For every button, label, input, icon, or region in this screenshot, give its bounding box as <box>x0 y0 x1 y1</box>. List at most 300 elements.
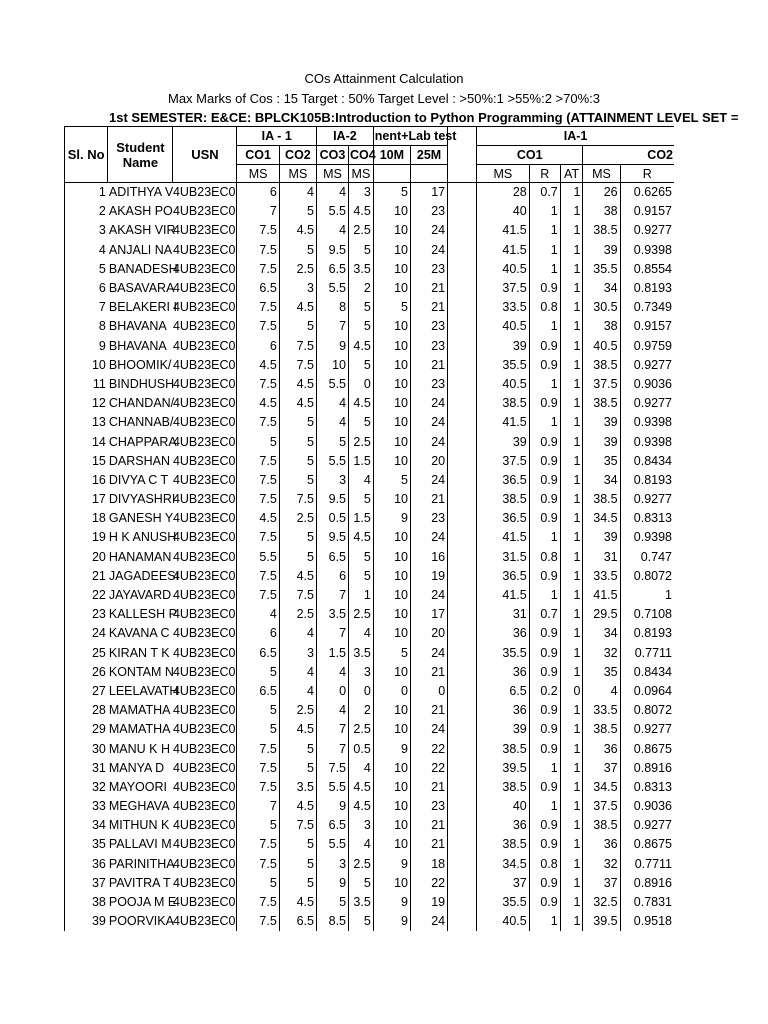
co2-r-cell: 0.8554 <box>633 261 672 276</box>
lab-25m-cell: 21 <box>410 298 447 317</box>
ia1-co1-cell: 6 <box>237 624 279 643</box>
ia2-co4-cell: 4.5 <box>349 394 374 413</box>
header-co2: CO2 <box>279 146 316 165</box>
lab-25m-cell: 22 <box>410 759 447 778</box>
sl-no-cell: 8 <box>65 317 108 336</box>
ia2-co3-cell: 6.5 <box>317 260 349 279</box>
co2-ms-cell: 38.5 <box>583 490 620 509</box>
ia2-co4-cell: 4.5 <box>349 797 374 816</box>
assign-10m-cell: 10 <box>373 375 410 394</box>
ia1-co1-cell: 7.5 <box>237 413 279 432</box>
table-row <box>65 202 675 221</box>
co2-ms-cell: 29.5 <box>583 605 620 624</box>
ia2-co4-cell: 4 <box>349 835 374 854</box>
ia2-co3-cell: 4 <box>317 701 349 720</box>
table-row <box>65 337 675 356</box>
co1-at-cell: 1 <box>560 835 583 854</box>
header-co3: CO3 <box>317 146 349 165</box>
lab-25m-cell: 21 <box>410 279 447 298</box>
co2-ms-cell: 38 <box>583 202 620 221</box>
co1-at-cell: 1 <box>560 317 583 336</box>
ia2-co4-cell: 1.5 <box>349 452 374 471</box>
ia2-co3-cell: 4 <box>317 183 349 203</box>
table-row <box>65 644 675 663</box>
header-ia1: IA - 1 <box>237 127 317 146</box>
student-name-cell: BHAVANA <box>108 319 167 334</box>
ia1-co1-cell: 7 <box>237 202 279 221</box>
co1-ms-cell: 41.5 <box>477 528 530 547</box>
co1-r-cell: 0.9 <box>529 471 560 490</box>
ia1-co1-cell: 7.5 <box>237 759 279 778</box>
co2-ms-cell: 33.5 <box>583 701 620 720</box>
co1-ms-cell: 6.5 <box>477 682 530 701</box>
ia2-co3-cell: 3 <box>317 855 349 874</box>
ia1-co2-cell: 4.5 <box>279 298 316 317</box>
ia2-co4-cell: 3.5 <box>349 893 374 912</box>
co1-r-cell: 0.9 <box>529 644 560 663</box>
sl-no-cell: 18 <box>65 509 108 528</box>
co2-ms-cell: 34 <box>583 624 620 643</box>
assign-10m-cell: 10 <box>373 624 410 643</box>
co1-ms-cell: 40 <box>477 797 530 816</box>
assign-10m-cell: 10 <box>373 701 410 720</box>
table-row <box>65 375 675 394</box>
co2-ms-cell: 33.5 <box>583 567 620 586</box>
ia2-co3-cell: 6 <box>317 567 349 586</box>
co2-r-cell: 0.8193 <box>633 472 672 487</box>
table-row <box>65 490 675 509</box>
co1-r-cell: 0.9 <box>529 567 560 586</box>
ia1-co1-cell: 7.5 <box>237 452 279 471</box>
co2-r-cell: 0.8193 <box>633 626 672 641</box>
co2-r-cell: 0.8916 <box>633 760 672 775</box>
co1-ms-cell: 39 <box>477 337 530 356</box>
lab-25m-cell: 23 <box>410 797 447 816</box>
co2-ms-cell: 39 <box>583 528 620 547</box>
ia2-co4-cell: 5 <box>349 548 374 567</box>
ia2-co4-cell: 5 <box>349 298 374 317</box>
co1-at-cell: 1 <box>560 720 583 739</box>
co2-ms-cell: 38.5 <box>583 720 620 739</box>
co2-ms-cell: 32.5 <box>583 893 620 912</box>
co1-at-cell: 1 <box>560 241 583 260</box>
ia1-co1-cell: 7.5 <box>237 912 279 931</box>
co1-at-cell: 1 <box>560 375 583 394</box>
spacer-cell <box>448 452 477 471</box>
usn-cell: 4UB23EC0 <box>173 605 237 624</box>
co1-ms-cell: 39 <box>477 432 530 451</box>
co2-r-cell: 0.8313 <box>633 779 672 794</box>
sl-no-cell: 34 <box>65 816 108 835</box>
co1-ms-cell: 35.5 <box>477 644 530 663</box>
student-name-cell: HANAMAN <box>108 549 172 564</box>
co1-r-cell: 0.8 <box>529 855 560 874</box>
co1-ms-cell: 35.5 <box>477 893 530 912</box>
ia2-co3-cell: 3.5 <box>317 605 349 624</box>
usn-cell: 4UB23EC0 <box>173 356 237 375</box>
ia2-co4-cell: 2 <box>349 701 374 720</box>
assign-10m-cell: 10 <box>373 586 410 605</box>
student-name-cell: LEELAVATH <box>108 683 179 698</box>
student-name-cell: PAVITRA T <box>108 875 171 890</box>
student-name-cell: MITHUN K <box>108 818 170 833</box>
sl-no-cell: 15 <box>65 452 108 471</box>
lab-25m-cell: 21 <box>410 816 447 835</box>
co1-at-cell: 1 <box>560 471 583 490</box>
co2-ms-cell: 38 <box>583 317 620 336</box>
assign-10m-cell: 10 <box>373 816 410 835</box>
student-name-cell: AKASH PO <box>108 204 173 219</box>
co1-at-cell: 1 <box>560 298 583 317</box>
assign-10m-cell: 9 <box>373 739 410 758</box>
usn-cell: 4UB23EC0 <box>173 452 237 471</box>
lab-25m-cell: 0 <box>410 682 447 701</box>
header-assignment-lab: nent+Lab test <box>373 127 447 146</box>
lab-25m-cell: 24 <box>410 471 447 490</box>
lab-25m-cell: 23 <box>410 260 447 279</box>
usn-cell: 4UB23EC0 <box>173 375 237 394</box>
table-row <box>65 624 675 643</box>
ia1-co2-cell: 3 <box>279 279 316 298</box>
lab-25m-cell: 18 <box>410 855 447 874</box>
assign-10m-cell: 10 <box>373 356 410 375</box>
table-row <box>65 432 675 451</box>
ia1-co1-cell: 7.5 <box>237 567 279 586</box>
co2-ms-cell: 37.5 <box>583 375 620 394</box>
ia2-co3-cell: 7.5 <box>317 759 349 778</box>
ia1-co2-cell: 3.5 <box>279 778 316 797</box>
co2-ms-cell: 38.5 <box>583 356 620 375</box>
spacer-cell <box>448 605 477 624</box>
table-row <box>65 413 675 432</box>
co2-r-cell: 0.9277 <box>633 223 672 238</box>
student-name-cell: ANJALI NA <box>108 242 173 257</box>
usn-cell: 4UB23EC0 <box>173 221 237 240</box>
co1-at-cell: 1 <box>560 605 583 624</box>
co2-ms-cell: 39 <box>583 241 620 260</box>
header-blank <box>410 165 447 183</box>
usn-cell: 4UB23EC0 <box>173 432 237 451</box>
co1-at-cell: 1 <box>560 509 583 528</box>
usn-cell: 4UB23EC0 <box>173 624 237 643</box>
co1-at-cell: 1 <box>560 739 583 758</box>
usn-cell: 4UB23EC0 <box>173 413 237 432</box>
table-row <box>65 739 675 758</box>
co1-r-cell: 0.7 <box>529 183 560 203</box>
usn-cell: 4UB23EC0 <box>173 701 237 720</box>
table-row <box>65 816 675 835</box>
ia1-co2-cell: 5 <box>279 241 316 260</box>
co1-ms-cell: 38.5 <box>477 394 530 413</box>
ia2-co4-cell: 0 <box>349 375 374 394</box>
spacer-cell <box>448 663 477 682</box>
co1-at-cell: 1 <box>560 183 583 203</box>
header-ms: MS <box>349 165 374 183</box>
usn-cell: 4UB23EC0 <box>173 912 237 931</box>
spacer-cell <box>448 835 477 854</box>
header-co1-right: CO1 <box>477 146 583 165</box>
sl-no-cell: 9 <box>65 337 108 356</box>
usn-cell: 4UB23EC0 <box>173 835 237 854</box>
ia1-co1-cell: 7.5 <box>237 221 279 240</box>
usn-cell: 4UB23EC0 <box>173 586 237 605</box>
ia1-co1-cell: 6.5 <box>237 279 279 298</box>
co1-ms-cell: 36 <box>477 624 530 643</box>
co2-ms-cell: 38.5 <box>583 221 620 240</box>
sheet-title: COs Attainment Calculation <box>304 71 464 86</box>
sl-no-cell: 23 <box>65 605 108 624</box>
ia2-co4-cell: 1 <box>349 586 374 605</box>
ia2-co4-cell: 4.5 <box>349 337 374 356</box>
student-name-cell: KONTAM N <box>108 664 174 679</box>
co1-r-cell: 0.9 <box>529 356 560 375</box>
co1-ms-cell: 37 <box>477 874 530 893</box>
ia2-co4-cell: 3 <box>349 183 374 203</box>
lab-25m-cell: 21 <box>410 663 447 682</box>
co2-ms-cell: 34.5 <box>583 509 620 528</box>
spacer-cell <box>448 509 477 528</box>
co2-r-cell: 0.8313 <box>633 511 672 526</box>
usn-cell: 4UB23EC0 <box>173 816 237 835</box>
co1-at-cell: 1 <box>560 432 583 451</box>
ia2-co3-cell: 7 <box>317 739 349 758</box>
lab-25m-cell: 24 <box>410 720 447 739</box>
co1-at-cell: 1 <box>560 490 583 509</box>
ia2-co3-cell: 4 <box>317 221 349 240</box>
co1-at-cell: 1 <box>560 356 583 375</box>
co1-ms-cell: 40.5 <box>477 260 530 279</box>
ia1-co2-cell: 4 <box>279 682 316 701</box>
co1-ms-cell: 36 <box>477 663 530 682</box>
student-name-cell: MAMATHA <box>108 703 171 718</box>
sl-no-cell: 13 <box>65 413 108 432</box>
ia1-co1-cell: 5 <box>237 432 279 451</box>
sl-no-cell: 27 <box>65 682 108 701</box>
assign-10m-cell: 10 <box>373 279 410 298</box>
ia1-co2-cell: 4.5 <box>279 720 316 739</box>
ia1-co1-cell: 7.5 <box>237 893 279 912</box>
student-name-cell: MAYOORI <box>108 779 167 794</box>
spacer-cell <box>448 624 477 643</box>
sl-no-cell: 5 <box>65 260 108 279</box>
co2-ms-cell: 39.5 <box>583 912 620 931</box>
usn-cell: 4UB23EC0 <box>173 874 237 893</box>
co1-at-cell: 1 <box>560 912 583 931</box>
usn-cell: 4UB23EC0 <box>173 797 237 816</box>
ia2-co4-cell: 2.5 <box>349 605 374 624</box>
spacer-cell <box>448 874 477 893</box>
ia1-co1-cell: 4.5 <box>237 356 279 375</box>
co1-r-cell: 0.9 <box>529 509 560 528</box>
usn-cell: 4UB23EC0 <box>173 260 237 279</box>
usn-cell: 4UB23EC0 <box>173 241 237 260</box>
co1-at-cell: 1 <box>560 567 583 586</box>
co1-at-cell: 1 <box>560 663 583 682</box>
co2-ms-cell: 37.5 <box>583 797 620 816</box>
table-row <box>65 567 675 586</box>
co1-at-cell: 1 <box>560 586 583 605</box>
student-name-cell: BELAKERI I <box>108 300 177 315</box>
table-row <box>65 528 675 547</box>
ia1-co2-cell: 7.5 <box>279 356 316 375</box>
table-row <box>65 221 675 240</box>
table-row <box>65 855 675 874</box>
ia2-co4-cell: 3 <box>349 663 374 682</box>
spacer-cell <box>448 432 477 451</box>
lab-25m-cell: 22 <box>410 874 447 893</box>
student-name-cell: KAVANA C <box>108 626 170 641</box>
spacer-cell <box>448 528 477 547</box>
co2-r-cell: 0.747 <box>640 549 672 564</box>
usn-cell: 4UB23EC0 <box>173 528 237 547</box>
student-name-cell: H K ANUSH <box>108 530 177 545</box>
usn-cell: 4UB23EC0 <box>173 183 237 203</box>
assign-10m-cell: 9 <box>373 912 410 931</box>
usn-cell: 4UB23EC0 <box>173 202 237 221</box>
table-row <box>65 778 675 797</box>
ia2-co4-cell: 2.5 <box>349 221 374 240</box>
ia1-co1-cell: 7.5 <box>237 260 279 279</box>
co1-r-cell: 0.9 <box>529 720 560 739</box>
sl-no-cell: 38 <box>65 893 108 912</box>
table-row <box>65 835 675 854</box>
sl-no-cell: 35 <box>65 835 108 854</box>
table-row <box>65 701 675 720</box>
co1-at-cell: 1 <box>560 759 583 778</box>
usn-cell: 4UB23EC0 <box>173 778 237 797</box>
student-name-cell: POORVIKA <box>108 914 174 929</box>
co1-at-cell: 1 <box>560 701 583 720</box>
assign-10m-cell: 10 <box>373 759 410 778</box>
co2-r-cell: 0.8675 <box>633 741 672 756</box>
co1-r-cell: 0.9 <box>529 893 560 912</box>
co1-ms-cell: 38.5 <box>477 835 530 854</box>
assign-10m-cell: 10 <box>373 452 410 471</box>
table-row <box>65 682 675 701</box>
ia2-co3-cell: 9 <box>317 337 349 356</box>
co2-ms-cell: 40.5 <box>583 337 620 356</box>
co2-r-cell: 0.7349 <box>633 300 672 315</box>
ia2-co4-cell: 4 <box>349 624 374 643</box>
usn-cell: 4UB23EC0 <box>173 298 237 317</box>
student-name-cell: BHAVANA <box>108 338 167 353</box>
assign-10m-cell: 10 <box>373 567 410 586</box>
co1-ms-cell: 41.5 <box>477 413 530 432</box>
ia1-co1-cell: 5 <box>237 874 279 893</box>
co2-r-cell: 0.9398 <box>633 530 672 545</box>
assign-10m-cell: 10 <box>373 260 410 279</box>
co2-ms-cell: 36 <box>583 739 620 758</box>
co2-r-cell: 0.9277 <box>633 818 672 833</box>
lab-25m-cell: 24 <box>410 528 447 547</box>
sl-no-cell: 14 <box>65 432 108 451</box>
co2-ms-cell: 35 <box>583 452 620 471</box>
sl-no-cell: 28 <box>65 701 108 720</box>
ia2-co4-cell: 3 <box>349 816 374 835</box>
table-row <box>65 548 675 567</box>
ia2-co3-cell: 5.5 <box>317 375 349 394</box>
ia1-co1-cell: 7.5 <box>237 490 279 509</box>
co1-at-cell: 1 <box>560 855 583 874</box>
ia1-co2-cell: 4.5 <box>279 394 316 413</box>
usn-cell: 4UB23EC0 <box>173 739 237 758</box>
lab-25m-cell: 24 <box>410 394 447 413</box>
co1-r-cell: 1 <box>529 375 560 394</box>
co2-r-cell: 0.9277 <box>633 357 672 372</box>
assign-10m-cell: 10 <box>373 720 410 739</box>
student-name-cell: KIRAN T K <box>108 645 170 660</box>
spacer-cell <box>448 413 477 432</box>
header-ms: MS <box>477 165 530 183</box>
sl-no-cell: 7 <box>65 298 108 317</box>
co2-ms-cell: 41.5 <box>583 586 620 605</box>
header-co1: CO1 <box>237 146 279 165</box>
co2-ms-cell: 39 <box>583 413 620 432</box>
spacer-cell <box>448 317 477 336</box>
table-row <box>65 605 675 624</box>
co2-r-cell: 0.9518 <box>633 914 672 929</box>
spacer-cell <box>448 221 477 240</box>
co1-at-cell: 1 <box>560 279 583 298</box>
ia2-co3-cell: 4 <box>317 394 349 413</box>
ia2-co4-cell: 5 <box>349 567 374 586</box>
usn-cell: 4UB23EC0 <box>173 471 237 490</box>
header-blank <box>373 165 410 183</box>
sl-no-cell: 31 <box>65 759 108 778</box>
table-row <box>65 893 675 912</box>
co2-ms-cell: 36 <box>583 835 620 854</box>
header-usn: USN <box>173 127 237 183</box>
assign-10m-cell: 10 <box>373 605 410 624</box>
co1-r-cell: 1 <box>529 797 560 816</box>
table-row <box>65 663 675 682</box>
lab-25m-cell: 21 <box>410 701 447 720</box>
header-at: AT <box>560 165 583 183</box>
student-name-cell: DIVYA C T <box>108 472 169 487</box>
assign-10m-cell: 10 <box>373 663 410 682</box>
usn-cell: 4UB23EC0 <box>173 663 237 682</box>
student-name-cell: BANADESH <box>108 261 178 276</box>
ia2-co4-cell: 5 <box>349 356 374 375</box>
ia2-co3-cell: 7 <box>317 720 349 739</box>
ia2-co3-cell: 4 <box>317 413 349 432</box>
header-ms: MS <box>583 165 620 183</box>
co2-ms-cell: 37 <box>583 874 620 893</box>
co1-r-cell: 0.9 <box>529 394 560 413</box>
co2-ms-cell: 4 <box>583 682 620 701</box>
co2-r-cell: 0.9277 <box>633 396 672 411</box>
ia1-co2-cell: 5 <box>279 759 316 778</box>
sl-no-cell: 33 <box>65 797 108 816</box>
table-row <box>65 317 675 336</box>
ia1-co2-cell: 2.5 <box>279 605 316 624</box>
ia2-co3-cell: 7 <box>317 586 349 605</box>
co2-r-cell: 0.8072 <box>633 568 672 583</box>
co1-r-cell: 1 <box>529 241 560 260</box>
ia2-co4-cell: 4.5 <box>349 202 374 221</box>
co1-r-cell: 1 <box>529 317 560 336</box>
ia2-co3-cell: 5 <box>317 432 349 451</box>
spacer-cell <box>448 644 477 663</box>
co1-r-cell: 1 <box>529 912 560 931</box>
table-row <box>65 452 675 471</box>
assign-10m-cell: 10 <box>373 317 410 336</box>
ia1-co1-cell: 7.5 <box>237 375 279 394</box>
assign-10m-cell: 10 <box>373 528 410 547</box>
co2-ms-cell: 34 <box>583 279 620 298</box>
lab-25m-cell: 23 <box>410 375 447 394</box>
ia1-co2-cell: 4 <box>279 624 316 643</box>
